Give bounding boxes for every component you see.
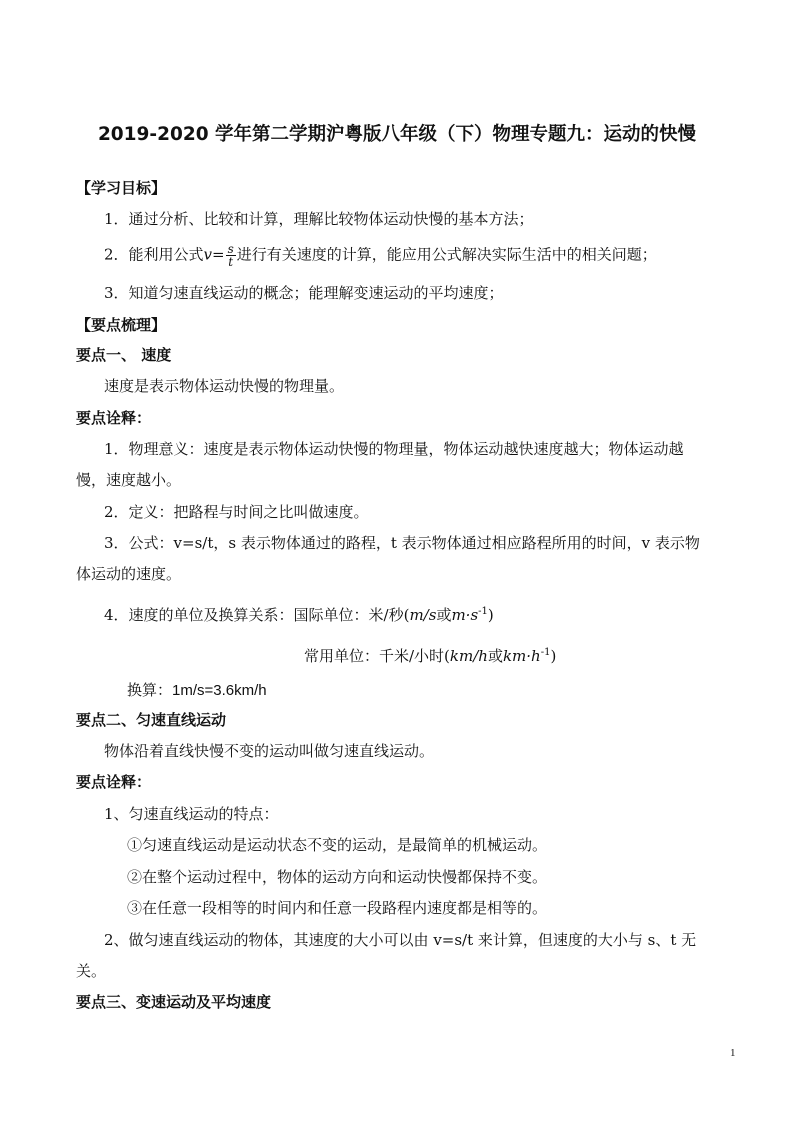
point-2-feature-1: ①匀速直线运动是运动状态不变的运动，是最简单的机械运动。 [127,836,548,854]
point-2-notes-heading: 要点诠释： [76,773,152,791]
conversion-label: 换算： [127,681,173,699]
point-1-notes-heading: 要点诠释： [76,409,152,427]
points-heading: 【要点梳理】 [76,316,167,334]
si-unit-or: 或 [436,606,452,624]
si-unit-a: m/s [409,606,437,624]
formula-velocity-var: v [203,245,213,264]
conversion-value: 1m/s=3.6km/h [172,682,267,699]
point-2-feature-2: ②在整个运动过程中，物体的运动方向和运动快慢都保持不变。 [127,868,548,886]
point-1-note-4 [104,601,494,626]
point-2-note-2-line-2: 关。 [76,962,107,980]
si-unit-prefix: 4．速度的单位及换算关系：国际单位：米/秒( [104,606,410,624]
goal-2-suffix: 进行有关速度的计算，能应用公式解决实际生活中的相关问题； [236,245,657,264]
point-2-feature-3: ③在任意一段相等的时间内和任意一段路程内速度都是相等的。 [127,899,548,917]
common-unit-b-base: km·h [502,647,541,665]
point-2-body: 物体沿着直线快慢不变的运动叫做匀速直线运动。 [104,742,435,760]
si-unit-b [451,606,487,624]
point-1-note-3-line-1: 3．公式：v=s/t，s 表示物体通过的路程，t 表示物体通过相应路程所用的时间，v 表示物 [104,534,700,552]
formula-fraction [226,243,236,268]
common-unit-b [503,647,551,665]
goal-2-prefix: 2．能利用公式 [104,245,204,264]
point-2-heading: 要点二、匀速直线运动 [76,711,227,729]
si-unit-b-exponent: -1 [478,606,488,617]
si-unit-b-base: m·s [451,606,479,624]
si-unit-close: ) [487,606,494,624]
goal-2 [104,243,657,268]
point-1-note-1-line-2: 慢，速度越小。 [76,471,182,489]
point-1-body: 速度是表示物体运动快慢的物理量。 [104,377,345,395]
common-unit-a: km/h [449,647,488,665]
point-1-note-1-line-1: 1．物理意义：速度是表示物体运动快慢的物理量，物体运动越快速度越大；物体运动越 [104,440,684,458]
formula-denominator: t [228,255,234,269]
point-1-note-3-line-2: 体运动的速度。 [76,565,182,583]
common-unit-line [304,642,556,667]
point-1-note-2: 2．定义：把路程与时间之比叫做速度。 [104,503,369,521]
conversion-line [127,679,267,702]
goals-heading: 【学习目标】 [76,179,167,197]
goal-3: 3．知道匀速直线运动的概念；能理解变速运动的平均速度； [104,284,504,302]
point-1-heading: 要点一、 速度 [76,346,172,364]
point-2-note-2-line-1: 2、做匀速直线运动的物体，其速度的大小可以由 v=s/t 来计算，但速度的大小与 s、t 无 [104,931,697,949]
formula-numerator: s [227,242,234,256]
common-unit-or: 或 [487,647,503,665]
common-unit-close: ) [550,647,557,665]
page-title: 2019-2020 学年第二学期沪粤版八年级（下）物理专题九：运动的快慢 [97,124,697,145]
page-number: 1 [730,1047,736,1059]
common-unit-b-exponent: -1 [540,647,551,658]
goal-1: 1．通过分析、比较和计算，理解比较物体运动快慢的基本方法； [104,210,534,228]
formula-equals: = [212,245,225,264]
point-3-heading: 要点三、变速运动及平均速度 [76,993,272,1011]
point-2-feature-heading: 1、匀速直线运动的特点： [104,805,279,823]
common-unit-prefix: 常用单位：千米/小时( [304,647,450,665]
